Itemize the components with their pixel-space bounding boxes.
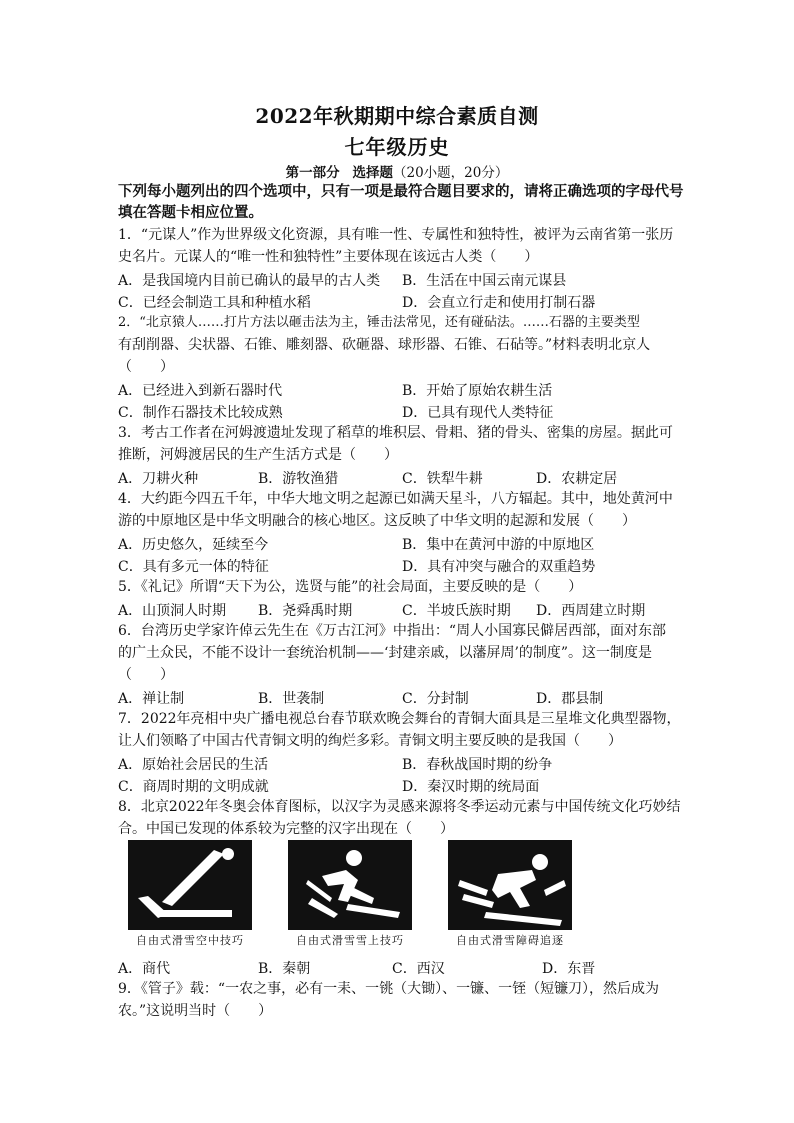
question-3-text: 3．考古工作者在河姆渡遗址发现了稻草的堆积层、骨耜、猪的骨头、密集的房屋。据此可 — [118, 425, 673, 441]
question-9-text: 9．《管子》载：“一农之事，必有一耒、一铫（大锄）、一镰、一铚（短镰刀），然后成为 — [118, 981, 660, 997]
question-6-text: （ ） — [118, 667, 174, 683]
question-7-text: 让人们领略了中国古代青铜文明的绚烂多彩。青铜文明主要反映的是我国（ ） — [118, 733, 622, 749]
question-2-text: 有刮削器、尖状器、石锥、雕刻器、砍砸器、球形器、石锥、石砧等。”材料表明北京人 — [118, 337, 651, 353]
option-d[interactable]: D．东晋 — [542, 961, 596, 977]
option-d[interactable]: D．西周建立时期 — [536, 603, 646, 619]
option-a[interactable]: A．禅让制 — [118, 691, 185, 707]
option-b[interactable]: B．集中在黄河中游的中原地区 — [402, 537, 595, 553]
question-8-text: 合。中国已发现的体系较为完整的汉字出现在（ ） — [118, 821, 454, 837]
icon-caption: 自由式滑雪障碍追逐 — [456, 934, 564, 947]
option-d[interactable]: D．秦汉时期的统局面 — [402, 779, 540, 795]
option-c[interactable]: C．半坡氏族时期 — [402, 603, 511, 619]
icon-caption: 自由式滑雪雪上技巧 — [296, 934, 404, 947]
option-d[interactable]: D．郡县制 — [536, 691, 604, 707]
question-5-text: 5．《礼记》所谓“天下为公，选贤与能”的社会局面，主要反映的是（ ） — [118, 579, 583, 595]
option-a[interactable]: A．商代 — [118, 961, 171, 977]
option-c[interactable]: C．铁犁牛耕 — [402, 471, 483, 487]
option-c[interactable]: C．制作石器技术比较成熟 — [118, 405, 283, 421]
option-a[interactable]: A．刀耕火种 — [118, 471, 199, 487]
question-1-text: 史名片。元谋人的“唯一性和独特性”主要体现在该远古人类（ ） — [118, 249, 539, 265]
question-2-text: 2．“北京猿人……打片方法以砸击法为主，锤击法常见，还有碰砧法。……石器的主要类型 — [118, 315, 640, 330]
aerials-pictogram-icon — [128, 840, 252, 930]
question-2-text: （ ） — [118, 359, 174, 375]
question-7-text: 7．2022年亮相中央广播电视总台春节联欢晚会舞台的青铜大面具是三星堆文化典型器物， — [118, 711, 681, 727]
section-heading — [0, 161, 794, 181]
option-c[interactable]: C．具有多元一体的特征 — [118, 559, 269, 575]
option-d[interactable]: D．已具有现代人类特征 — [402, 405, 554, 421]
option-a[interactable]: A．山顶洞人时期 — [118, 603, 227, 619]
option-d[interactable]: D．具有冲突与融合的双重趋势 — [402, 559, 596, 575]
winter-olympics-pictograms — [128, 840, 578, 950]
option-b[interactable]: B．游牧渔猎 — [258, 471, 339, 487]
option-c[interactable]: C．商周时期的文明成就 — [118, 779, 269, 795]
option-b[interactable]: B．秦朝 — [258, 961, 311, 977]
section-label: 第一部分 — [285, 165, 340, 181]
option-b[interactable]: B．开始了原始农耕生活 — [402, 383, 553, 399]
question-9-text: 农。”这说明当时（ ） — [118, 1003, 273, 1019]
question-1-text: 1．“元谋人”作为世界级文化资源，具有唯一性、专属性和独特性，被评为云南省第一张历 — [118, 227, 674, 243]
option-b[interactable]: B．世袭制 — [258, 691, 325, 707]
instructions-line: 下列每小题列出的四个选项中，只有一项是最符合题目要求的，请将正确选项的字母代号 — [118, 183, 684, 200]
option-d[interactable]: D．会直立行走和使用打制石器 — [402, 295, 596, 311]
section-name: 选择题 — [352, 165, 393, 181]
option-a[interactable]: A．历史悠久，延续至今 — [118, 537, 269, 553]
option-d[interactable]: D．农耕定居 — [536, 471, 618, 487]
question-4-text: 游的中原地区是中华文明融合的核心地区。这反映了中华文明的起源和发展（ ） — [118, 513, 636, 529]
option-b[interactable]: B．尧舜禹时期 — [258, 603, 353, 619]
question-4-text: 4．大约距今四五千年，中华大地文明之起源已如满天星斗，八方辐起。其中，地处黄河中 — [118, 491, 673, 507]
option-a[interactable]: A．已经进入到新石器时代 — [118, 383, 283, 399]
option-b[interactable]: B．春秋战国时期的纷争 — [402, 757, 553, 773]
option-c[interactable]: C．西汉 — [392, 961, 445, 977]
option-c[interactable]: C．已经会制造工具和种植水稻 — [118, 295, 311, 311]
question-3-text: 推断，河姆渡居民的生产生活方式是（ ） — [118, 447, 398, 463]
icon-caption: 自由式滑雪空中技巧 — [136, 934, 244, 947]
ski-cross-pictogram-icon — [448, 840, 572, 930]
exam-subtitle: 七年级历史 — [344, 135, 450, 159]
instructions-line: 填在答题卡相应位置。 — [118, 204, 263, 221]
moguls-pictogram-icon — [288, 840, 412, 930]
option-a[interactable]: A．是我国境内目前已确认的最早的古人类 — [118, 273, 381, 289]
question-6-text: 6．台湾历史学家许倬云先生在《万古江河》中指出：“周人小国寡民僻居西部，面对东部 — [118, 623, 667, 639]
exam-title: 2022年秋期期中综合素质自测 — [255, 104, 539, 128]
question-8-text: 8．北京2022年冬奥会体育图标，以汉字为灵感来源将冬季运动元素与中国传统文化巧妙结 — [118, 799, 681, 815]
option-b[interactable]: B．生活在中国云南元谋县 — [402, 273, 567, 289]
question-6-text: 的广土众民，不能不设计一套统治机制——‘封建亲戚，以藩屏周’的制度”。这一制度是 — [118, 645, 653, 661]
option-a[interactable]: A．原始社会居民的生活 — [118, 757, 269, 773]
option-c[interactable]: C．分封制 — [402, 691, 469, 707]
section-note: （20小题，20分） — [393, 165, 509, 181]
